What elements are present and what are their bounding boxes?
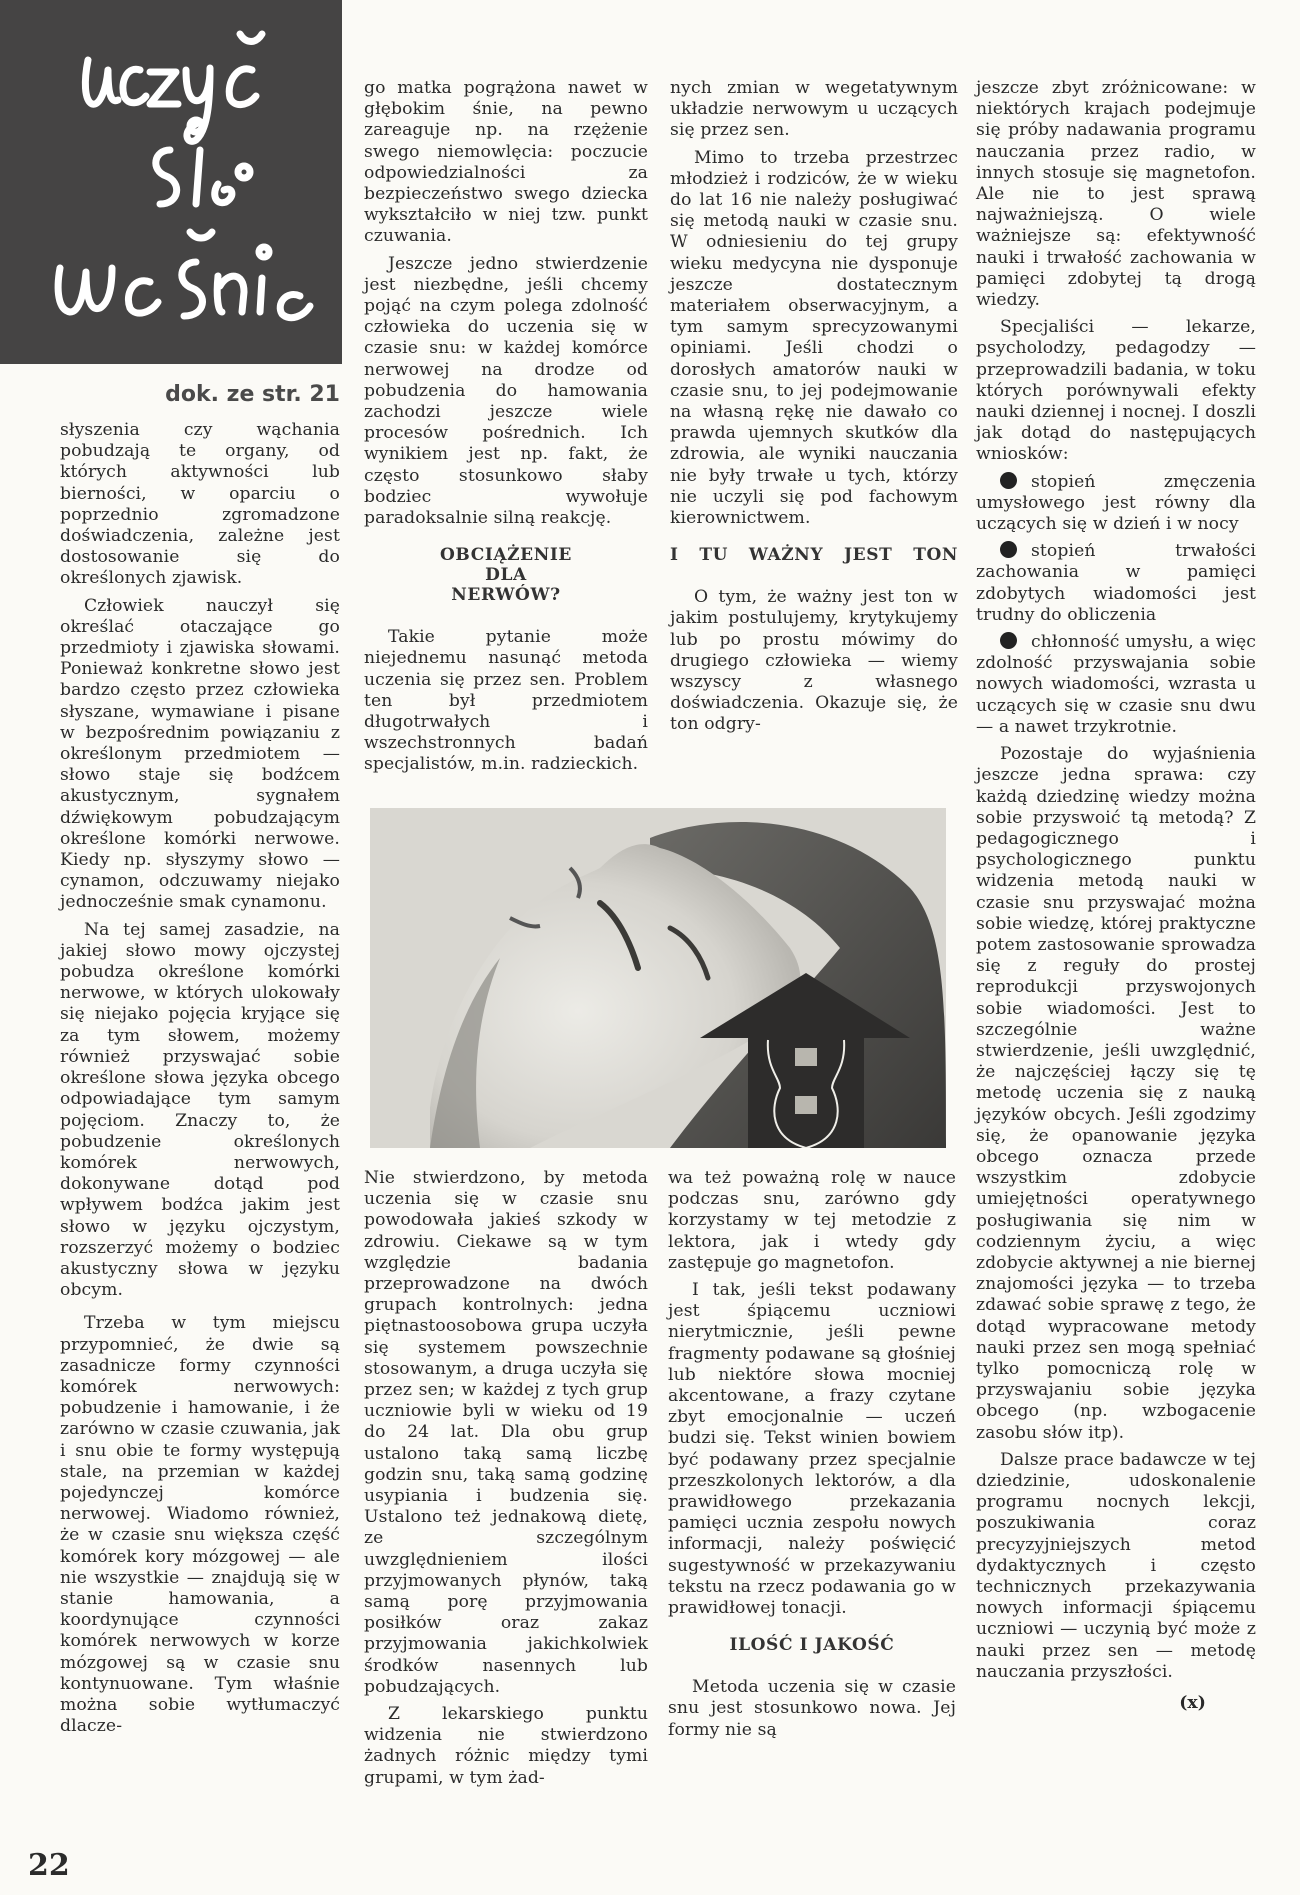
paragraph: Mimo to trzeba przestrzec młodzież i rodziców, że w wieku do lat 16 nie należy posługiwać się metodą nauki w czasie snu. W odniesieniu do tej grupy wieku medycyna nie dysponuje jeszcze dostatecznym materiałem obserwacyjnym, a tym samym sprecyzowanymi opiniami. Jeśli chodzi o dorosłych amatorów nauki w czasie snu, to jej podejmowanie na własną rękę nie dawało co prawda ujemnych skutków dla zdrowia, ale wyniki nauczania nie były trwałe u tych, którzy nie uczyli się pod fachowym kierownictwem. — [670, 147, 958, 529]
paragraph: Takie pytanie może niejednemu nasunąć metoda uczenia się przez sen. Problem ten był przedmiotem długotrwałych i wszechstronnych badań specjalistów, m.in. radzieckich. — [364, 627, 648, 775]
column-4 — [976, 78, 1256, 1714]
paragraph: Nie stwierdzono, by metoda uczenia się w czasie snu powodowała jakieś szkody w zdrowiu. Ciekawe są w tym względzie badania przeprowadzone na dwóch grupach kontrolnych: jedna piętnastoosobowa grupa uczyła się systemem powszechnie stosowanym, a druga uczyła się przez sen; w każdej z tych grup uczniowie byli w wieku od 19 do 24 lat. Dla obu grup ustalono taką samą liczbę godzin snu, taką samą godzinę usypiania i budzenia się. Ustalono też jednakową dietę, ze szczególnym uwzględnieniem ilości przyjmowanych płynów, taką samą porę przyjmowania posiłków oraz zakaz przyjmowania jakichkolwiek środków nasennych lub pobudzających. — [364, 1168, 648, 1697]
column-3-bottom — [668, 1168, 956, 1747]
bullet-text: chłonność umysłu, a więc zdolność przyswajania sobie nowych wiadomości, wzrasta u uczących się w czasie snu dwu — a nawet trzykrotnie. — [976, 632, 1256, 737]
paragraph: słyszenia czy wąchania pobudzają te organy, od których aktywności lub bierności, w oparciu o poprzednio zgromadzone doświadczenia, zależne jest dostosowanie się do określonych zjawisk. — [60, 420, 340, 589]
paragraph: Dalsze prace badawcze w tej dziedzinie, udoskonalenie programu nocnych lekcji, poszukiwania coraz precyzyjniejszych metod dydaktycznych i często technicznych przekazywania nowych informacji śpiącemu uczniowi — uczynią być może z nauki przez sen — metodę nauczania przyszłości. — [976, 1449, 1256, 1682]
bullet-item — [976, 472, 1256, 536]
sleeping-woman-photo — [370, 808, 946, 1148]
paragraph: Pozostaje do wyjaśnienia jeszcze jedna sprawa: czy każdą dziedzinę wiedzy można sobie przyswoić tą metodą? Z pedagogicznego i psychologicznego punktu widzenia metodą nauki w czasie snu przyswajać można sobie wiedzę, której praktyczne potem zastosowanie sprowadza się z reguły do prostej reprodukcji przyswojonych sobie wiadomości. Jest to szczególnie ważne stwierdzenie, jeśli uwzględnić, że najczęściej łączy się tę metodę uczenia się z nauką języków obcych. Jeśli zgodzimy się, że opanowanie języka obcego oznacza przede wszystkim zdobycie umiejętności operatywnego posługiwania się nim w codziennym życiu, a więc zdobycie aktywnej a nie biernej znajomości języka — to trzeba zdawać sobie sprawę z tego, że dotąd wypracowane metody nauki przez sen mogą spełniać tylko pomocniczą rolę w przyswajaniu sobie języka obcego (np. wzbogacenie zasobu słów itp). — [976, 744, 1256, 1443]
bullet-icon — [1000, 632, 1017, 649]
bullet-text: stopień zmęczenia umysłowego jest równy dla uczących się w dzień i w nocy — [976, 471, 1256, 535]
section-heading: OBCIĄŻENIE DLA NERWÓW? — [440, 545, 572, 606]
author-signature: (x) — [1179, 1693, 1206, 1714]
paragraph: Trzeba w tym miejscu przypomnieć, że dwie są zasadnicze formy czynności komórek nerwowych: pobudzenie i hamowanie, i że zarówno w czasie czuwania, jak i snu obie te formy występują stale, na przemian w każdej pojedynczej komórce nerwowej. Wiadomo również, że w czasie snu większa część komórek kory mózgowej — ale nie wszystkie — znajdują się w stanie hamowania, a koordynujące czynności komórek nerwowych w korze mózgowej są w czasie snu kontynuowane. Tym właśnie można sobie wytłumaczyć dlacze- — [60, 1313, 340, 1737]
bullet-icon — [1000, 472, 1017, 489]
continuation-note: dok. ze str. 21 — [165, 382, 340, 407]
handwritten-title-logo — [0, 0, 342, 364]
paragraph: I tak, jeśli tekst podawany jest śpiącemu uczniowi nierytmicznie, jeśli pewne fragmenty podawane są głośniej lub niektóre słowa mocniej akcentowane, a frazy czytane zbyt emocjonalnie — uczeń budzi się. Tekst winien bowiem być podawany przez specjalnie przeszkolonych lektorów, a dla prawidłowego przekazania pamięci ucznia zespołu nowych informacji, należy poświęcić sugestywność w przekazywaniu tekstu na rzecz podawania go w prawidłowej tonacji. — [668, 1280, 956, 1619]
bullet-text: stopień trwałości zachowania w pamięci zdobytych wiadomości jest trudny do obliczenia — [976, 541, 1256, 625]
bullet-item — [976, 632, 1256, 738]
paragraph: O tym, że ważny jest ton w jakim postulujemy, krytykujemy lub po prostu mówimy do drugiego człowieka — wiemy wszyscy z własnego doświadczenia. Okazuje się, że ton odgry- — [670, 587, 958, 735]
paragraph: wa też poważną rolę w nauce podczas snu, zarówno gdy korzystamy w tej metodzie z lektora, jak i wtedy gdy zastępuje go magnetofon. — [668, 1168, 956, 1273]
paragraph: nych zmian w wegetatywnym układzie nerwowym u uczących się przez sen. — [670, 78, 958, 141]
photo-illustration — [370, 808, 946, 1148]
paragraph: Na tej samej zasadzie, na jakiej słowo mowy ojczystej pobudza określone komórki nerwowe, w których ulokowały się niejako pojęcia kryjące się za tym słowem, możemy również przyswajać sobie określone słowa języka obcego odpowiadające tym samym pojęciom. Znaczy to, że pobudzenie określonych komórek nerwowych, dokonywane dotąd pod wpływem bodźca jakim jest słowo w języku ojczystym, rozszerzyć możemy o bodziec akustyczny słowa w języku obcym. — [60, 919, 340, 1301]
page-number: 22 — [28, 1848, 70, 1883]
paragraph: jeszcze zbyt zróżnicowane: w niektórych krajach podejmuje się próby nadawania programu nauczania przez radio, w innych stosuje się magnetofon. Ale nie to jest sprawą najważniejszą. O wiele ważniejsze są: efektywność nauki i trwałość zachowania w pamięci zdobytej tą drogą wiedzy. — [976, 78, 1256, 311]
bullet-item — [976, 541, 1256, 626]
paragraph: Specjaliści — lekarze, psycholodzy, pedagodzy — przeprowadzili badania, w toku których porównywali efekty nauki dziennej i nocnej. I doszli jak dotąd do następujących wniosków: — [976, 317, 1256, 465]
paragraph: Człowiek nauczył się określać otaczające go przedmioty i zjawiska słowami. Ponieważ konkretne słowo jest bardzo często przez człowieka słyszane, wymawiane i pisane w bezpośrednim powiązaniu z określonym przedmiotem — słowo staje się bodźcem akustycznym, sygnałem dźwiękowym pobudzającym określone komórki nerwowe. Kiedy np. słyszymy słowo — cynamon, odczuwamy niejako jednocześnie smak cynamonu. — [60, 595, 340, 913]
paragraph: Z lekarskiego punktu widzenia nie stwierdzono żadnych różnic między tymi grupami, w tym żad- — [364, 1704, 648, 1788]
section-heading: I TU WAŻNY JEST TON — [670, 545, 958, 566]
paragraph: Jeszcze jedno stwierdzenie jest niezbędne, jeśli chcemy pojąć na czym polega zdolność człowieka do uczenia się w czasie snu: w każdej komórce nerwowej na drodze od pobudzenia do hamowania zachodzi jeszcze wiele procesów pośrednich. Ich wynikiem jest np. fakt, że często stosunkowo słaby bodziec wywołuje paradoksalnie silną reakcję. — [364, 253, 648, 529]
column-3-top — [670, 78, 958, 742]
column-2-bottom — [364, 1168, 648, 1795]
paragraph: go matka pogrążona nawet w głębokim śnie, na pewno zareaguje np. na rzężenie swego niemowlęcia: poczucie odpowiedzialności za bezpieczeństwo swego dziecka wykształciło w niej tzw. punkt czuwania. — [364, 78, 648, 247]
bullet-icon — [1000, 541, 1017, 558]
paragraph: Metoda uczenia się w czasie snu jest stosunkowo nowa. Jej formy nie są — [668, 1677, 956, 1740]
section-heading: ILOŚĆ I JAKOŚĆ — [729, 1635, 895, 1656]
column-1 — [60, 420, 340, 1743]
column-2-top — [364, 78, 648, 782]
title-block — [0, 0, 342, 364]
